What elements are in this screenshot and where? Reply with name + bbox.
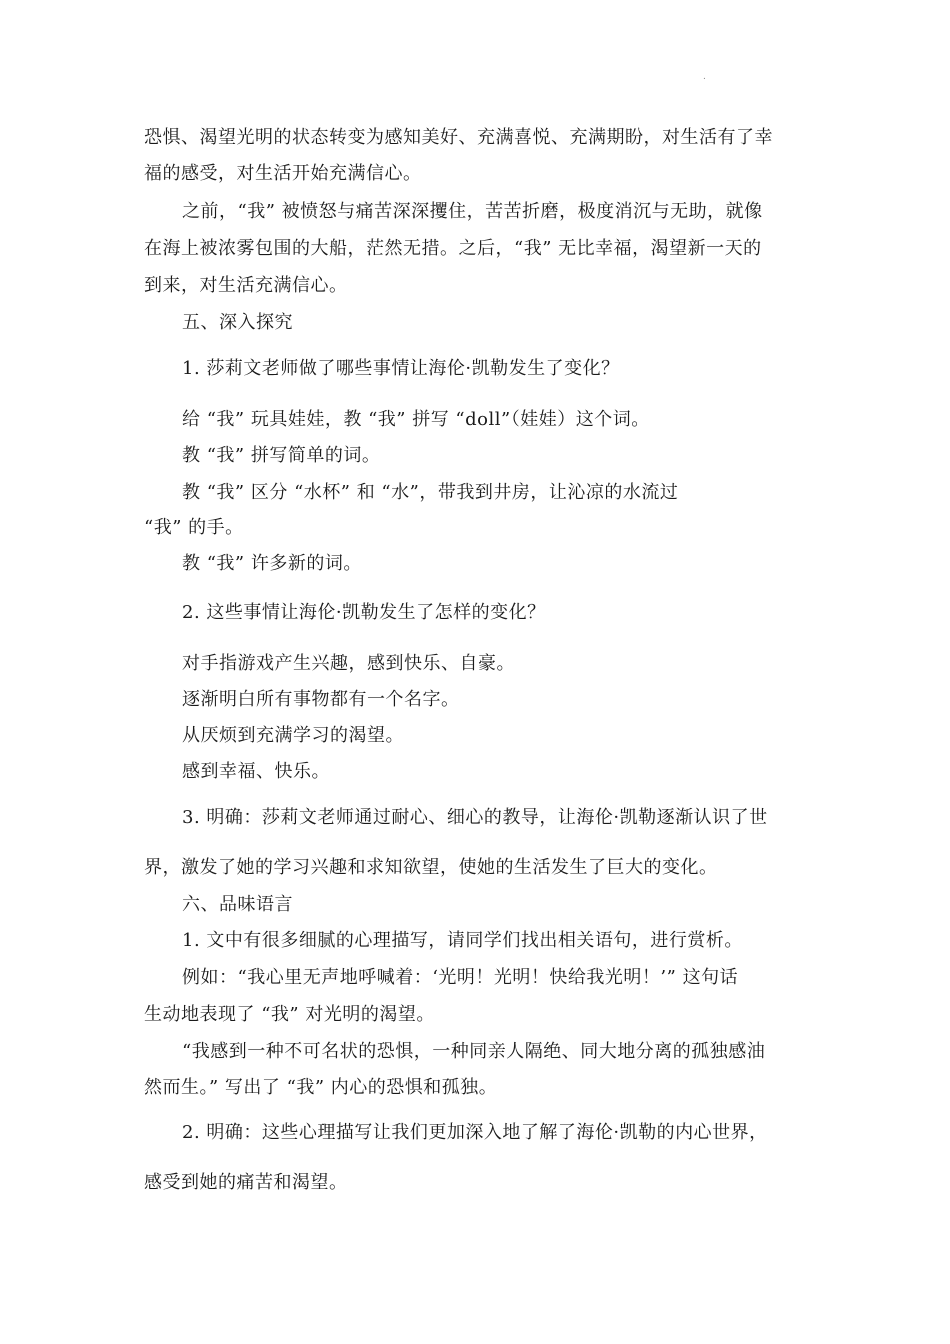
question-line: 1. 文中有很多细腻的心理描写，请同学们找出相关语句，进行赏析。 bbox=[182, 930, 743, 951]
answer-line: 感到幸福、快乐。 bbox=[182, 761, 330, 782]
summary-line: 3. 明确：莎莉文老师通过耐心、细心的教导，让海伦·凯勒逐渐认识了世 bbox=[182, 807, 768, 828]
example-line: 生动地表现了 “我” 对光明的渴望。 bbox=[144, 1004, 435, 1025]
summary-line: 2. 明确：这些心理描写让我们更加深入地了解了海伦·凯勒的内心世界， bbox=[182, 1122, 768, 1143]
answer-line: 教 “我” 区分 “水杯” 和 “水”，带我到井房，让沁凉的水流过 bbox=[182, 482, 679, 503]
answer-line: 教 “我” 许多新的词。 bbox=[182, 553, 362, 574]
question-line: 1. 莎莉文老师做了哪些事情让海伦·凯勒发生了变化？ bbox=[182, 358, 620, 379]
page-corner-mark: . bbox=[703, 72, 706, 82]
summary-line: 感受到她的痛苦和渴望。 bbox=[144, 1172, 348, 1193]
answer-line: 逐渐明白所有事物都有一个名字。 bbox=[182, 689, 460, 710]
example-line: 例如：“我心里无声地呼喊着：‘光明！光明！快给我光明！’” 这句话 bbox=[182, 967, 739, 988]
paragraph-line: 恐惧、渴望光明的状态转变为感知美好、充满喜悦、充满期盼，对生活有了幸 bbox=[144, 127, 773, 148]
answer-line: 对手指游戏产生兴趣，感到快乐、自豪。 bbox=[182, 653, 515, 674]
paragraph-line: 之前，“我” 被愤怒与痛苦深深攫住，苦苦折磨，极度消沉与无助，就像 bbox=[182, 201, 763, 222]
paragraph-line: 到来，对生活充满信心。 bbox=[144, 275, 348, 296]
paragraph-line: 在海上被浓雾包围的大船，茫然无措。之后，“我” 无比幸福，渴望新一天的 bbox=[144, 238, 762, 259]
section-heading: 五、深入探究 bbox=[182, 312, 293, 333]
answer-line: “我” 的手。 bbox=[144, 517, 244, 538]
question-line: 2. 这些事情让海伦·凯勒发生了怎样的变化？ bbox=[182, 602, 546, 623]
example-line: “我感到一种不可名状的恐惧，一种同亲人隔绝、同大地分离的孤独感油 bbox=[182, 1041, 766, 1062]
answer-line: 教 “我” 拼写简单的词。 bbox=[182, 445, 381, 466]
answer-line: 给 “我” 玩具娃娃，教 “我” 拼写 “doll”（娃娃）这个词。 bbox=[182, 409, 650, 430]
answer-line: 从厌烦到充满学习的渴望。 bbox=[182, 725, 404, 746]
paragraph-line: 福的感受，对生活开始充满信心。 bbox=[144, 163, 422, 184]
example-line: 然而生。” 写出了 “我” 内心的恐惧和孤独。 bbox=[144, 1077, 498, 1098]
summary-line: 界，激发了她的学习兴趣和求知欲望，使她的生活发生了巨大的变化。 bbox=[144, 857, 718, 878]
section-heading: 六、品味语言 bbox=[182, 894, 293, 915]
